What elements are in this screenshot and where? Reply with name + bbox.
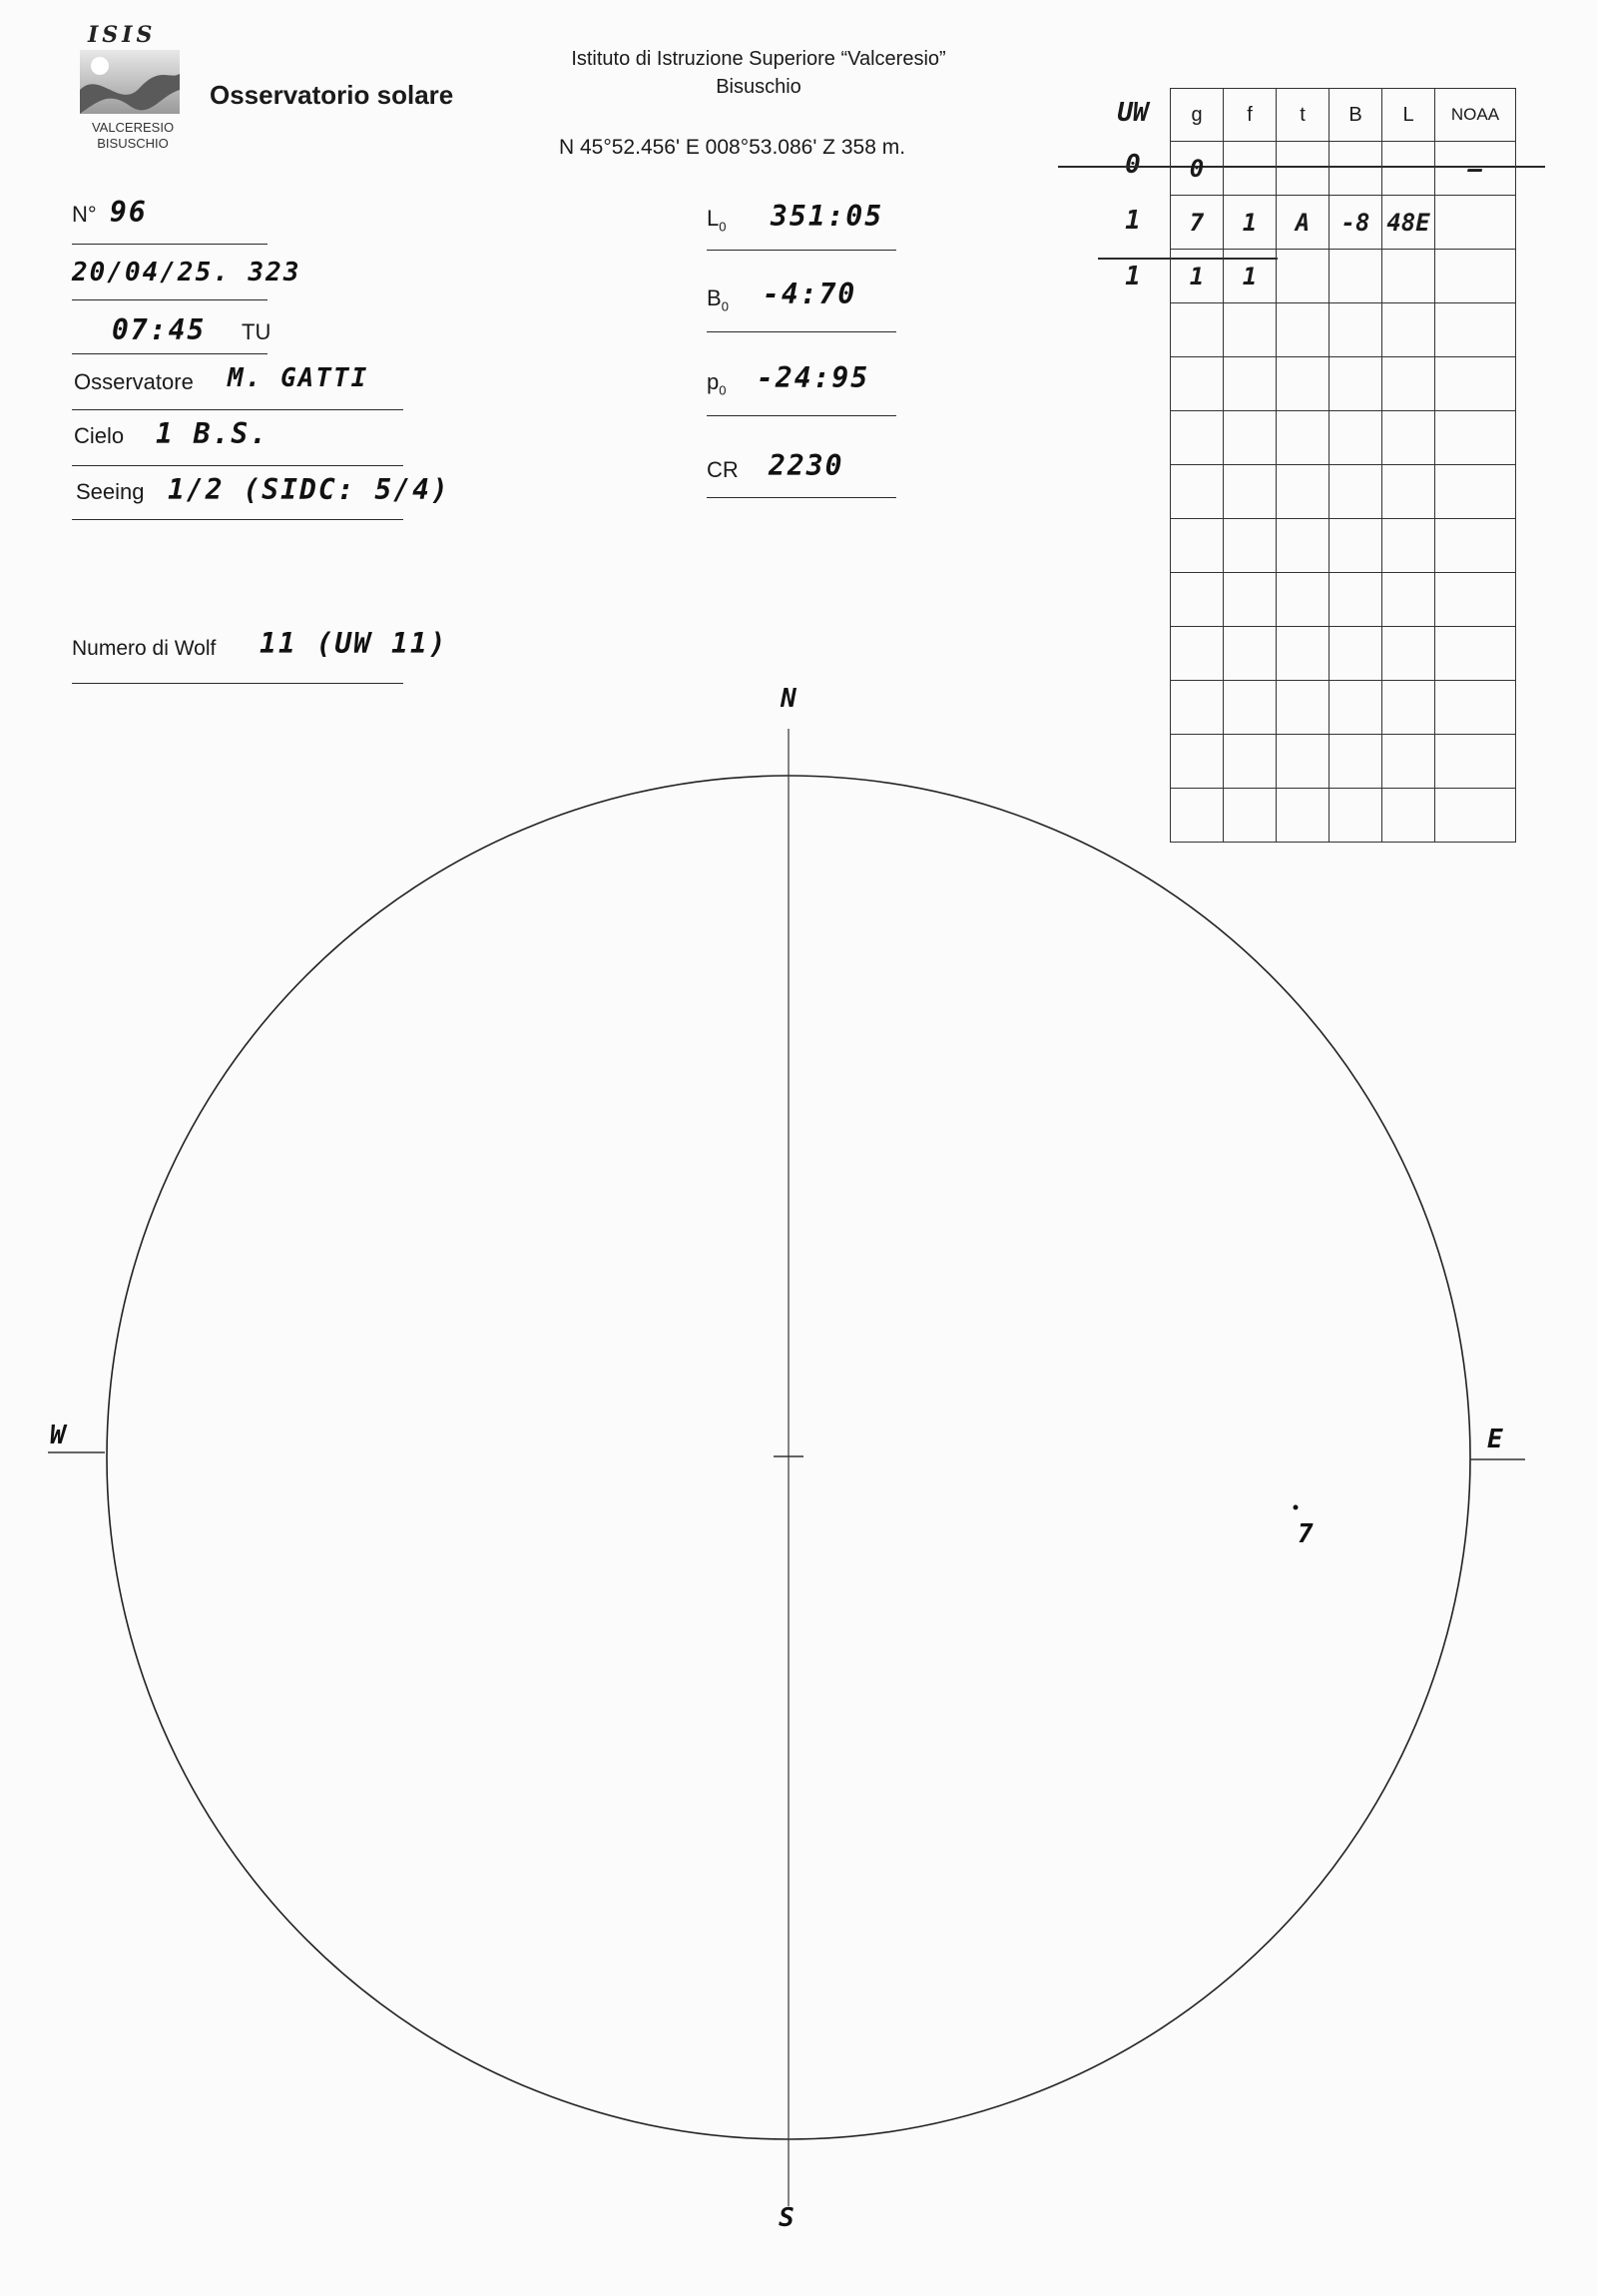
east-label: E bbox=[1487, 1425, 1503, 1454]
l0-label: $L_0$ bbox=[707, 206, 727, 235]
observer-value: M. GATTI bbox=[228, 363, 369, 393]
col-l: L bbox=[1382, 89, 1435, 142]
b0-value: -4:70 bbox=[763, 278, 857, 310]
table-row: 1 1 bbox=[1171, 250, 1516, 303]
col-f: f bbox=[1224, 89, 1277, 142]
date-value: 20/04/25. 323 bbox=[72, 258, 301, 287]
sunspot-group-label: 7 bbox=[1298, 1519, 1314, 1549]
seeing-label: Seeing bbox=[76, 479, 145, 504]
seeing-value: 1/2 (SIDC: 5/4) bbox=[168, 473, 450, 506]
p0-label: $p_0$ bbox=[707, 369, 727, 398]
institute-name: Istituto di Istruzione Superiore “Valceresio” bbox=[571, 48, 946, 70]
observatory-title: Osservatorio solare bbox=[210, 80, 454, 110]
b0-label: $B_0$ bbox=[707, 286, 729, 314]
wolf-number-label: Numero di Wolf bbox=[72, 637, 217, 660]
table-row: 0 — bbox=[1171, 142, 1516, 196]
col-noaa: NOAA bbox=[1435, 89, 1516, 142]
wolf-number-value: 11 (UW 11) bbox=[260, 627, 448, 660]
number-label: N° bbox=[72, 202, 97, 227]
logo-line1: VALCERESIO bbox=[91, 120, 175, 135]
col-t: t bbox=[1277, 89, 1330, 142]
time-unit: TU bbox=[242, 319, 271, 344]
p0-value: -24:95 bbox=[757, 361, 870, 394]
sky-value: 1 B.S. bbox=[156, 417, 269, 450]
uw-value-2: 1 bbox=[1125, 262, 1141, 291]
col-g: g bbox=[1171, 89, 1224, 142]
north-label: N bbox=[781, 684, 797, 714]
table-row: 7 1 A -8 48E bbox=[1171, 196, 1516, 250]
l0-value: 351:05 bbox=[771, 200, 884, 233]
observer-label: Osservatore bbox=[74, 369, 194, 394]
cr-value: 2230 bbox=[769, 449, 844, 482]
uw-header: UW bbox=[1117, 98, 1149, 128]
cr-label: CR bbox=[707, 457, 739, 482]
uw-value-1: 1 bbox=[1125, 206, 1141, 236]
col-b: B bbox=[1330, 89, 1382, 142]
logo-line2: BISUSCHIO bbox=[97, 136, 169, 151]
sunspot-group-dot bbox=[1294, 1505, 1299, 1510]
south-label: S bbox=[779, 2203, 795, 2233]
logo-isis-text: ISIS bbox=[88, 22, 157, 48]
number-value: 96 bbox=[110, 196, 148, 229]
sky-label: Cielo bbox=[74, 423, 125, 448]
time-value: 07:45 bbox=[112, 313, 207, 346]
institute-town: Bisuschio bbox=[716, 76, 801, 98]
uw-value-0: 0 bbox=[1125, 150, 1141, 180]
west-label: W bbox=[50, 1421, 66, 1450]
station-coordinates: N 45°52.456' E 008°53.086' Z 358 m. bbox=[559, 136, 906, 159]
